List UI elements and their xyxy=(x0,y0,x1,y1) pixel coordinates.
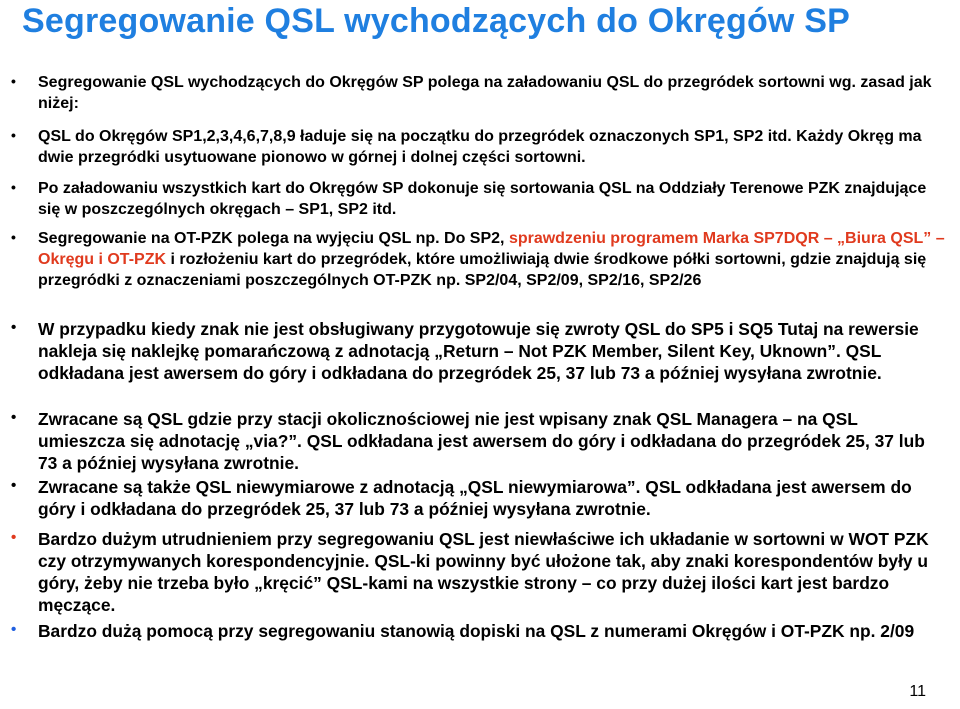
bullet-marker: • xyxy=(11,179,16,195)
bullet-text-4 xyxy=(38,228,948,291)
bullet-text-5: W przypadku kiedy znak nie jest obsługiwany przygotowuje się zwroty QSL do SP5 i SQ5 Tutaj na rewersie nakleja się naklejkę pomarańczową z adnotacją „Return – Not PZK Member, Silent Key, Uknown”. QSL odkładana jest awersem do góry i odkładana do przegródek 25, 37 lub 73 a później wysyłana zwrotnie. xyxy=(38,319,919,383)
bullet-text-7: Zwracane są także QSL niewymiarowe z adnotacją „QSL niewymiarowa”. QSL odkładana jest awersem do góry i odkładana do przegródek 25, 37 lub 73 a później wysyłana zwrotnie. xyxy=(38,477,912,519)
bullet-text-9: Bardzo dużą pomocą przy segregowaniu stanowią dopiski na QSL z numerami Okręgów i OT-PZK np. 2/09 xyxy=(38,621,915,641)
bullet-marker: • xyxy=(11,409,17,426)
bullet-marker: • xyxy=(11,621,17,638)
bullet-text-6: Zwracane są QSL gdzie przy stacji okolicznościowej nie jest wpisany znak QSL Managera – na QSL umieszcza się adnotację „via?”. QSL odkładana jest awersem do góry i odkładana do przegródek 25, 37 lub 73 a później wysyłana zwrotnie. xyxy=(38,409,925,473)
bullet-text-4-part1: Do SP2, xyxy=(444,230,505,247)
bullet-text-4-lead: Segregowanie na OT-PZK polega na wyjęciu QSL np. xyxy=(38,230,440,247)
bullet-text-2: QSL do Okręgów SP1,2,3,4,6,7,8,9 ładuje się na początku do przegródek oznaczonych SP1, SP2 itd. Każdy Okręg ma dwie przegródki usytuowane pionowo w górnej i dolnej części sortowni. xyxy=(38,128,922,166)
bullet-text-1: Segregowanie QSL wychodzących do Okręgów SP polega na załadowaniu QSL do przegródek sortowni wg. zasad jak niżej: xyxy=(38,74,932,112)
bullet-marker: • xyxy=(11,73,16,89)
bullet-text-4-part3: i rozłożeniu kart do przegródek, które umożliwiają dwie środkowe półki sortowni, gdzie znajdują się przegródki z oznaczeniami poszczególnych OT-PZK np. SP2/04, SP2/09, SP2/16, SP2/26 xyxy=(38,251,927,289)
bullet-text-4-highlight: sprawdzeniu programem Marka SP7DQR – „Biura QSL” – Okręgu i OT-PZK xyxy=(38,230,945,268)
slide-title: Segregowanie QSL wychodzących do Okręgów SP xyxy=(22,2,850,40)
bullet-text-3: Po załadowaniu wszystkich kart do Okręgów SP dokonuje się sortowania QSL na Oddziały Terenowe PZK znajdujące się w poszczególnych okręgach – SP1, SP2 itd. xyxy=(38,180,927,218)
bullet-text-8: Bardzo dużym utrudnieniem przy segregowaniu QSL jest niewłaściwe ich układanie w sortowni w WOT PZK czy otrzymywanych korespondencyjnie. QSL-ki powinny być ułożone tak, aby znaki korespondentów były u góry, żeby nie trzeba było „kręcić” QSL-kami na wszystkie strony – co przy dużej ilości kart jest bardzo męczące. xyxy=(38,529,929,615)
bullet-marker: • xyxy=(11,229,16,245)
page-number: 11 xyxy=(909,683,926,700)
bullet-marker: • xyxy=(11,477,17,494)
bullet-marker: • xyxy=(11,127,16,143)
bullet-marker: • xyxy=(11,529,17,546)
bullet-marker: • xyxy=(11,319,17,336)
